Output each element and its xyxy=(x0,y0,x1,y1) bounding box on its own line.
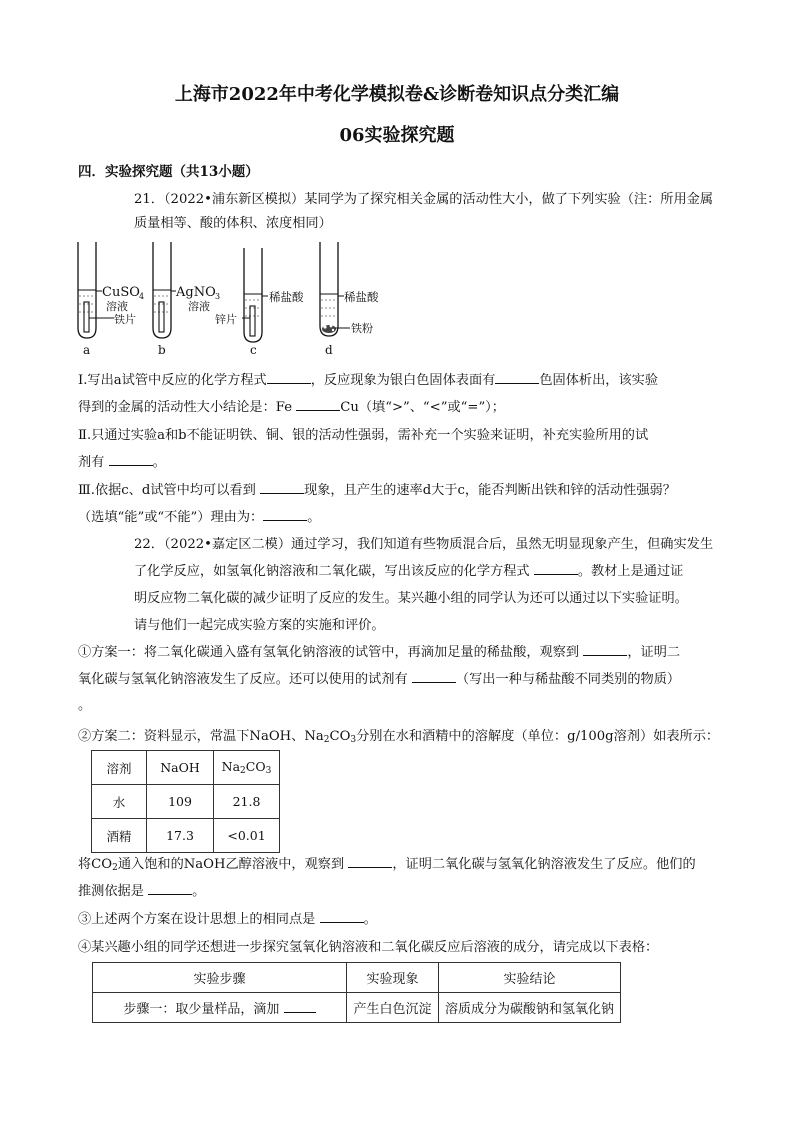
page-title: 上海市2022年中考化学模拟卷&诊断卷知识点分类汇编 xyxy=(174,84,620,105)
answer-blank[interactable] xyxy=(348,854,392,868)
q22-plan2-line1: ②方案二：资料显示，常温下NaOH、$Na_2CO_3$分别在水和酒精中的溶解度（单位：g/100g溶剂）如表所示： xyxy=(78,729,720,745)
table-cell: <0.01 xyxy=(214,819,280,853)
d-metal-label: 铁粉 xyxy=(351,322,373,335)
answer-blank[interactable] xyxy=(267,370,311,384)
q22-line3: 明反应物二氧化碳的减少证明了反应的发生。某兴趣小组的同学认为还可以通过以下实验证明。 xyxy=(134,591,688,606)
answer-blank[interactable] xyxy=(148,881,192,895)
table-header-cell: $Na_2CO_3$ xyxy=(214,751,280,785)
table-cell: 步骤一：取少量样品，滴加 xyxy=(93,993,347,1023)
table-cell: 21.8 xyxy=(214,785,280,819)
q22-plan3: ③上述两个方案在设计思想上的相同点是 。 xyxy=(78,908,377,927)
table-header-cell: 溶剂 xyxy=(92,751,147,785)
answer-blank[interactable] xyxy=(320,909,364,923)
q22-plan2-line3: 推测依据是 。 xyxy=(78,880,205,899)
answer-blank[interactable] xyxy=(412,669,456,683)
table-header-cell: 实验现象 xyxy=(347,963,439,993)
a-solution-label: 溶液 xyxy=(106,300,128,313)
test-tube-a xyxy=(78,242,144,357)
q21-line1: 21．（2022•浦东新区模拟）某同学为了探究相关金属的活动性大小，做了下列实验（注：所用金属 xyxy=(134,192,714,207)
page-subtitle: 06实验探究题 xyxy=(339,125,455,146)
answer-blank[interactable] xyxy=(284,999,316,1013)
b-reagent-label: AgNO xyxy=(176,285,216,300)
q22-line1: 22．（2022•嘉定区二模）通过学习，我们知道有些物质混合后，虽然无明显现象产生，但确实发生 xyxy=(134,537,714,552)
tube-label-a: a xyxy=(83,343,91,357)
test-tube-b xyxy=(153,242,220,357)
answer-blank[interactable] xyxy=(260,480,304,494)
table-row xyxy=(92,819,280,853)
test-tube-diagram xyxy=(70,238,400,360)
q21-part1-line2: 得到的金属的活动性大小结论是：Fe Cu（填“>”、“<”或“=”）； xyxy=(78,396,505,415)
q22-plan1-line3: 。 xyxy=(78,698,92,713)
table-header-cell: NaOH xyxy=(147,751,214,785)
table-cell: 酒精 xyxy=(92,819,147,853)
table-row xyxy=(92,785,280,819)
q22-plan1-line1: ①方案一：将二氧化碳通入盛有氢氧化钠溶液的试管中，再滴加足量的稀盐酸，观察到 ，证明二 xyxy=(78,641,680,660)
q21-part3-line1: Ⅲ.依据c、d试管中均可以看到 现象，且产生的速率d大于c，能否判断出铁和锌的活动性强弱？ xyxy=(78,479,676,498)
q22-plan2-line2: 将$CO_2$通入饱和的NaOH乙醇溶液中，观察到 ，证明二氧化碳与氢氧化钠溶液发生了反应。他们的 xyxy=(78,853,696,873)
b-reagent-subscript: 3 xyxy=(215,292,221,301)
table-cell: 109 xyxy=(147,785,214,819)
q21-part2-line2: 剂有 。 xyxy=(78,451,166,470)
answer-blank[interactable] xyxy=(534,561,578,575)
c-metal-label: 锌片 xyxy=(215,313,237,326)
a-reagent-subscript: 4 xyxy=(139,292,145,301)
q21-part2-line1: Ⅱ.只通过实验a和b不能证明铁、铜、银的活动性强弱，需补充一个实验来证明，补充实验所用的试 xyxy=(78,428,649,443)
table-header-cell: 实验结论 xyxy=(439,963,621,993)
a-metal-label: 铁片 xyxy=(114,313,136,326)
answer-blank[interactable] xyxy=(495,370,539,384)
tube-label-d: d xyxy=(325,343,333,357)
solubility-table xyxy=(91,750,280,853)
table-cell: 水 xyxy=(92,785,147,819)
table-row xyxy=(93,993,621,1023)
q22-line4: 请与他们一起完成实验方案的实施和评价。 xyxy=(134,618,385,633)
test-tube-c xyxy=(215,248,304,357)
b-solution-label: 溶液 xyxy=(188,300,210,313)
table-cell: 17.3 xyxy=(147,819,214,853)
q21-part3-line2: （选填“能”或“不能”）理由为： 。 xyxy=(78,506,320,525)
answer-blank[interactable] xyxy=(583,642,627,656)
table-cell: 产生白色沉淀 xyxy=(347,993,439,1023)
answer-blank[interactable] xyxy=(109,452,153,466)
table-header-cell: 实验步骤 xyxy=(93,963,347,993)
table-cell: 溶质成分为碳酸钠和氢氧化钠 xyxy=(439,993,621,1023)
c-acid-label: 稀盐酸 xyxy=(269,290,304,304)
tube-label-c: c xyxy=(250,343,257,357)
q21-line2: 质量相等、酸的体积、浓度相同） xyxy=(134,216,332,231)
experiment-table xyxy=(92,962,621,1023)
section-title: 四．实验探究题（共13小题） xyxy=(78,164,259,180)
test-tube-d xyxy=(320,242,379,357)
answer-blank[interactable] xyxy=(296,397,340,411)
table-row xyxy=(92,751,280,785)
d-acid-label: 稀盐酸 xyxy=(344,290,379,304)
q21-part1-line1: Ⅰ.写出a试管中反应的化学方程式 ，反应现象为银白色固体表面有 色固体析出，该实验 xyxy=(78,369,658,388)
tube-label-b: b xyxy=(158,343,166,357)
answer-blank[interactable] xyxy=(263,507,307,521)
a-reagent-label: CuSO xyxy=(102,285,140,300)
q22-plan4: ④某兴趣小组的同学还想进一步探究氢氧化钠溶液和二氧化碳反应后溶液的成分，请完成以下表格： xyxy=(78,940,659,955)
table-row xyxy=(93,963,621,993)
q22-line2: 了化学反应，如氢氧化钠溶液和二氧化碳，写出该反应的化学方程式 。教材上是通过证 xyxy=(134,560,683,579)
q22-plan1-line2: 氧化碳与氢氧化钠溶液发生了反应。还可以使用的试剂有 （写出一种与稀盐酸不同类别的物质） xyxy=(78,668,680,687)
